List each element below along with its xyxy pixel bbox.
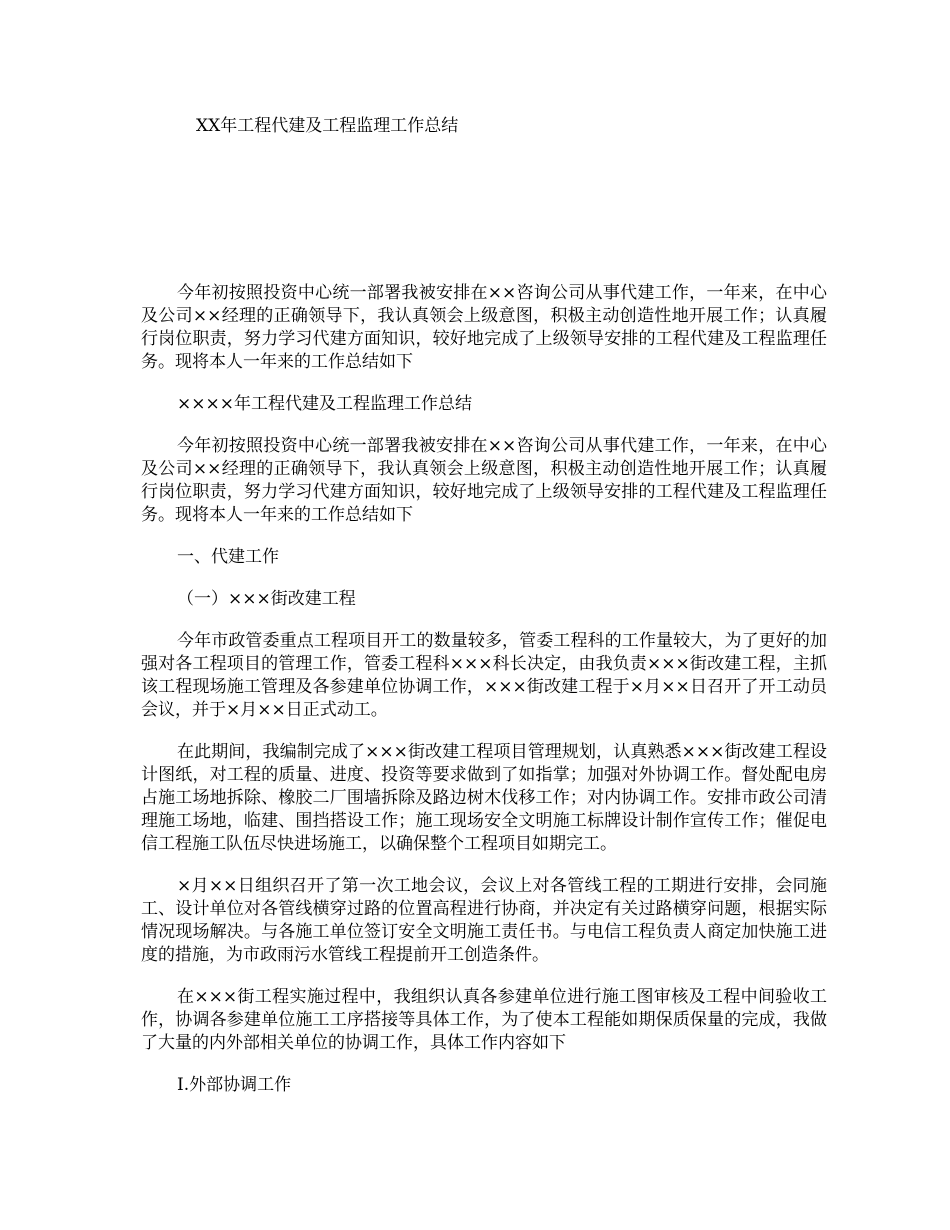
subheading-external-coordination: I.外部协调工作 <box>177 1075 292 1095</box>
document-body <box>141 282 827 1116</box>
subsection-heading-street-project: （一）×××街改建工程 <box>177 589 356 609</box>
paragraph-planning-coordination: 在此期间，我编制完成了×××街改建工程项目管理规划，认真熟悉×××街改建工程设计图纸，对工程的质量、进度、投资等要求做到了如指掌；加强对外协调工作。督处配电房占施工场地拆除、橡胶二厂围墙拆除及路边树木伐移工作；对内协调工作。安排市政公司清理施工场地，临建、围挡搭设工作；施工现场安全文明施工标牌设计制作宣传工作；催促电信工程施工队伍尽快进场施工，以确保整个工程项目如期完工。 <box>141 742 827 854</box>
paragraph-implementation: 在×××街工程实施过程中，我组织认真各参建单位进行施工图审核及工程中间验收工作，协调各参建单位施工工序搭接等具体工作，为了使本工程能如期保质保量的完成，我做了大量的内外部相关单位的协调工作，具体工作内容如下 <box>141 987 827 1053</box>
document-title: XX年工程代建及工程监理工作总结 <box>196 116 459 136</box>
paragraph-project-assignment: 今年市政管委重点工程项目开工的数量较多，管委工程科的工作量较大，为了更好的加强对各工程项目的管理工作，管委工程科×××科长决定，由我负责×××街改建工程，主抓该工程现场施工管理及各参建单位协调工作，×××街改建工程于×月××日召开了开工动员会议，并于×月××日正式动工。 <box>141 631 827 720</box>
intro-paragraph: 今年初按照投资中心统一部署我被安排在××咨询公司从事代建工作，一年来，在中心及公司××经理的正确领导下，我认真领会上级意图，积极主动创造性地开展工作；认真履行岗位职责，努力学习代建方面知识，较好地完成了上级领导安排的工程代建及工程监理任务。现将本人一年来的工作总结如下 <box>141 283 827 372</box>
intro-paragraph-repeat: 今年初按照投资中心统一部署我被安排在××咨询公司从事代建工作，一年来，在中心及公司××经理的正确领导下，我认真领会上级意图，积极主动创造性地开展工作；认真履行岗位职责，努力学习代建方面知识，较好地完成了上级领导安排的工程代建及工程监理任务。现将本人一年来的工作总结如下 <box>141 436 827 525</box>
paragraph-first-site-meeting: ×月××日组织召开了第一次工地会议，会议上对各管线工程的工期进行安排，会同施工、设计单位对各管线横穿过路的位置高程进行协商，并决定有关过路横穿问题，根据实际情况现场解决。与各施工单位签订安全文明施工责任书。与电信工程负责人商定加快施工进度的措施，为市政雨污水管线工程提前开工创造条件。 <box>141 876 827 965</box>
section-heading-daijian: 一、代建工作 <box>177 547 279 567</box>
section-title-repeat: ××××年工程代建及工程监理工作总结 <box>177 394 472 414</box>
